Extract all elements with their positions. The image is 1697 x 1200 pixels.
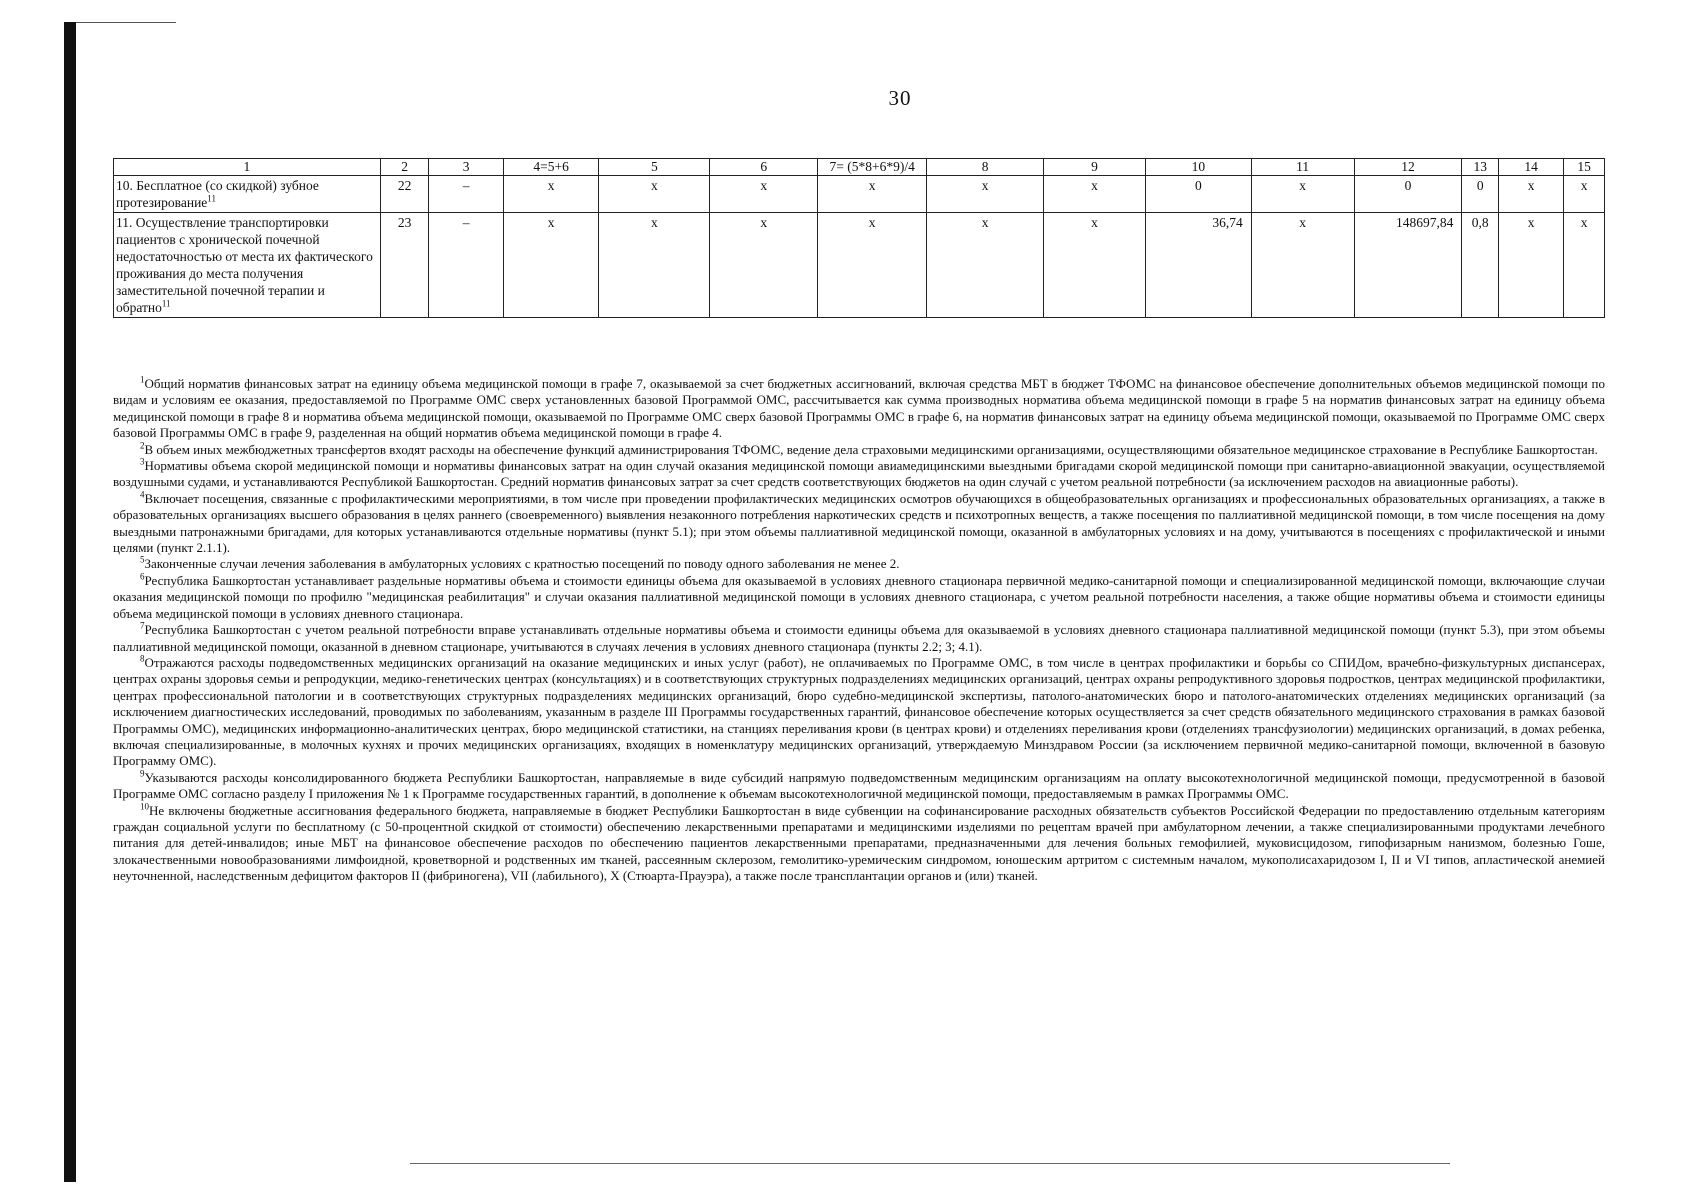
footnote-text: Отражаются расходы подведомственных медицинских организаций на оказание медицинских и иных услуг (работ), не оплачиваемых по Программе ОМС, в том числе в центрах профилактики и борьбы со СПИДом, врачебно-физкультурных диспансерах, центрах охраны здоровья семьи и репродукции, медико-генетических центрах (консультациях) и в соответствующих структурных подразделениях медицинских организаций, центрах охраны репродуктивного здоровья подростков, центрах медицинской профилактики, центрах профессиональной патологии и в соответствующих структурных подразделениях медицинских организаций, бюро судебно-медицинской экспертизы, патолого-анатомических бюро и патолого-анатомических отделениях медицинских организаций (за исключением диагностических исследований, проводимых по заболеваниям, указанным в разделе III Программы государственных гарантий, финансовое обеспечение которых осуществляется за счет средств обязательного медицинского страхования в рамках базовой Программы ОМС), медицинских информационно-аналитических центрах, бюро медицинской статистики, на станциях переливания крови (в центрах крови) и отделениях переливания крови (отделениях трансфузиологии) медицинских организаций, в домах ребенка, включая специализированные, в молочных кухнях и прочих медицинских организациях, входящих в номенклатуру медицинских организаций, утверждаемую Минздравом России (за исключением первичной медико-санитарной помощи, включенной в базовую Программу ОМС). [113, 654, 1605, 769]
footnote [113, 556, 1605, 572]
norms-table [113, 158, 1605, 318]
footnote-mark: 4 [140, 489, 145, 500]
footnote-text: Включает посещения, связанные с профилактическими мероприятиями, в том числе при проведении профилактических медицинских осмотров обучающихся в общеобразовательных организациях и профессиональных образовательных организациях, а также в образовательных организациях высшего образования в целях раннего (своевременного) выявления незаконного потребления наркотических средств и психотропных веществ, а также посещения по паллиативной медицинской помощи, в том числе посещения на дому выездными патронажными бригадами, для которых устанавливаются отдельные нормативы (пункт 5.1); при этом объемы паллиативной медицинской помощи, оказанной в амбулаторных условиях и на дому, учитываются в посещениях с профилактической и иными целями (пункт 2.1.1). [113, 490, 1605, 556]
table-cell: 22 [380, 176, 429, 213]
table-cell: – [429, 213, 503, 318]
footnote [113, 622, 1605, 655]
column-header: 5 [599, 159, 710, 176]
footnote-mark: 1 [140, 374, 145, 385]
footnote-text: Не включены бюджетные ассигнования федерального бюджета, направляемые в бюджет Республики Башкортостан в виде субвенции на софинансирование расходных обязательств субъектов Российской Федерации по предоставлению отдельным категориям граждан социальной услуги по бесплатному (с 50-процентной скидкой от стоимости) обеспечению лекарственными препаратами и медицинскими изделиями по рецептам врачей при амбулаторном лечении, а также специализированными продуктами лечебного питания для детей-инвалидов; иные МБТ на финансовое обеспечение расходов по обеспечению пациентов лекарственными препаратами, предназначенными для лечения больных гемофилией, муковисцидозом, гипофизарным нанизмом, болезнью Гоше, злокачественными новообразованиями лимфоидной, кроветворной и родственных им тканей, рассеянным склерозом, гемолитико-уремическим синдромом, юношеским артритом с системным началом, мукополисахаридозом I, II и VI типов, апластической анемией неуточненной, наследственным дефицитом факторов II (фибриногена), VII (лабильного), X (Стюарта-Прауэра), а также после трансплантации органов и (или) тканей. [113, 802, 1605, 884]
table-cell: х [1044, 213, 1146, 318]
footnote [113, 655, 1605, 770]
table-cell: х [503, 213, 599, 318]
column-header: 6 [710, 159, 818, 176]
footnote [113, 770, 1605, 803]
table-cell: х [818, 176, 927, 213]
column-header: 10 [1145, 159, 1251, 176]
footnote-text: Республика Башкортостан устанавливает раздельные нормативы объема и стоимости единицы объема для оказываемой в условиях дневного стационара первичной медико-санитарной помощи и специализированной медицинской помощи, включающие случаи оказания медицинской помощи по профилю "медицинская реабилитация" и случаи оказания паллиативной медицинской помощи в условиях дневного стационара, с учетом реальной потребности населения, а также общие нормативы объема и стоимости единицы объема медицинской помощи в условиях дневного стационара. [113, 572, 1605, 621]
footnotes [113, 376, 1605, 885]
table-cell: 0 [1462, 176, 1499, 213]
page-number: 30 [888, 86, 912, 110]
table-cell: х [1564, 176, 1605, 213]
column-header: 12 [1354, 159, 1462, 176]
table-row [114, 213, 1605, 318]
column-header: 1 [114, 159, 381, 176]
column-header: 2 [380, 159, 429, 176]
bottom-rule [410, 1163, 1450, 1164]
table-cell: 0 [1354, 176, 1462, 213]
table-cell: 148697,84 [1354, 213, 1462, 318]
footnote [113, 442, 1605, 458]
footnote-text: Республика Башкортостан с учетом реальной потребности вправе устанавливать отдельные нормативы объема и стоимости единицы объема для оказываемой в условиях дневного стационара паллиативной медицинской помощи (пункт 5.3), при этом объемы паллиативной медицинской помощи, оказанной в дневном стационаре, учитываются в случаях лечения в условиях дневного стационара (пункты 2.2; 3; 4.1). [113, 622, 1605, 654]
footnote [113, 458, 1605, 491]
footnote-mark: 5 [140, 555, 145, 566]
row-name: 11. Осуществление транспортировки пациентов с хронической почечной недостаточностью от места их фактического проживания до места получения заместительной почечной терапии и обратно [116, 215, 373, 315]
row-name-cell [114, 176, 381, 213]
table-cell: 23 [380, 213, 429, 318]
table-cell: х [599, 176, 710, 213]
column-header: 3 [429, 159, 503, 176]
table-cell: х [1499, 176, 1564, 213]
table-cell: 0,8 [1462, 213, 1499, 318]
table-cell: х [1251, 176, 1354, 213]
table-cell: х [1044, 176, 1146, 213]
table-cell: х [710, 213, 818, 318]
table-cell: х [1499, 213, 1564, 318]
table-cell: 36,74 [1145, 213, 1251, 318]
column-header: 4=5+6 [503, 159, 599, 176]
table-cell: х [818, 213, 927, 318]
footnote [113, 803, 1605, 885]
footnote-text: Нормативы объема скорой медицинской помощи и нормативы финансовых затрат на один случай оказания медицинской помощи авиамедицинскими выездными бригадами скорой медицинской помощи при санитарно-авиационной эвакуации, осуществляемой воздушными судами, и устанавливаются Республикой Башкортостан. Средний норматив финансовых затрат за счет средств соответствующих бюджетов на один случай с учетом реальной потребности (за исключением расходов на авиационные работы). [113, 458, 1605, 490]
footnote-text: Указываются расходы консолидированного бюджета Республики Башкортостан, направляемые в виде субсидий напрямую подведомственным медицинским организациям на оплату высокотехнологичной медицинской помощи, предусмотренной в базовой Программе ОМС согласно разделу I приложения № 1 к Программе государственных гарантий, в дополнение к объемам высокотехнологичной медицинской помощи, предоставляемым в рамках Программы ОМС. [113, 769, 1605, 802]
footnote-ref: 11 [161, 298, 171, 309]
column-header: 13 [1462, 159, 1499, 176]
footnote-mark: 8 [140, 653, 145, 664]
row-name: 10. Бесплатное (со скидкой) зубное протезирование [116, 178, 319, 210]
table-cell: 0 [1145, 176, 1251, 213]
table-cell: х [503, 176, 599, 213]
column-header: 11 [1251, 159, 1354, 176]
column-header: 9 [1044, 159, 1146, 176]
footnote-mark: 3 [140, 456, 145, 467]
footnote-ref: 11 [207, 193, 216, 204]
footnote-text: Законченные случаи лечения заболевания в амбулаторных условиях с кратностью посещений по поводу одного заболевания не менее 2. [144, 556, 900, 572]
table-cell: х [927, 176, 1044, 213]
column-header: 8 [927, 159, 1044, 176]
table-cell: х [599, 213, 710, 318]
footnote-mark: 7 [140, 620, 145, 631]
table-row [114, 176, 1605, 213]
footnote [113, 491, 1605, 557]
footnote-text: Общий норматив финансовых затрат на единицу объема медицинской помощи в графе 7, оказываемой за счет бюджетных ассигнований, включая средства МБТ в бюджет ТФОМС на финансовое обеспечение дополнительных объемов медицинской помощи по видам и условиям ее оказания, предоставляемой по Программе ОМС сверх установленных базовой Программой ОМС, рассчитывается как сумма производных норматива объема медицинской помощи в графе 5 на норматив финансовых затрат на единицу объема медицинской помощи в графе 8 и норматива объема медицинской помощи, оказываемой по Программе ОМС сверх базовой Программы ОМС в графе 6, на норматив финансовых затрат на единицу объема медицинской помощи, оказываемой по Программе ОМС сверх базовой Программы ОМС в графе 9, разделенная на общий норматив объема медицинской помощи в графе 4. [113, 376, 1605, 441]
column-header: 7= (5*8+6*9)/4 [818, 159, 927, 176]
row-name-cell [114, 213, 381, 318]
footnote-mark: 10 [140, 801, 149, 812]
footnote [113, 573, 1605, 622]
table-cell: х [710, 176, 818, 213]
footnote-text: В объем иных межбюджетных трансфертов входят расходы на обеспечение функций администрирования ТФОМС, ведение дела страховыми медицинскими организациями, осуществляющими обязательное медицинское страхование в Республике Башкортостан. [144, 441, 1598, 457]
footnote-mark: 2 [140, 440, 145, 451]
table-cell: х [1564, 213, 1605, 318]
footnote-mark: 6 [140, 571, 145, 582]
column-header: 14 [1499, 159, 1564, 176]
top-rule [64, 22, 176, 23]
table-cell: – [429, 176, 503, 213]
table-cell: х [927, 213, 1044, 318]
table-cell: х [1251, 213, 1354, 318]
column-header: 15 [1564, 159, 1605, 176]
footnote-mark: 9 [140, 768, 145, 779]
scan-edge-bar [64, 22, 76, 1182]
footnote [113, 376, 1605, 442]
table-header-row [114, 159, 1605, 176]
